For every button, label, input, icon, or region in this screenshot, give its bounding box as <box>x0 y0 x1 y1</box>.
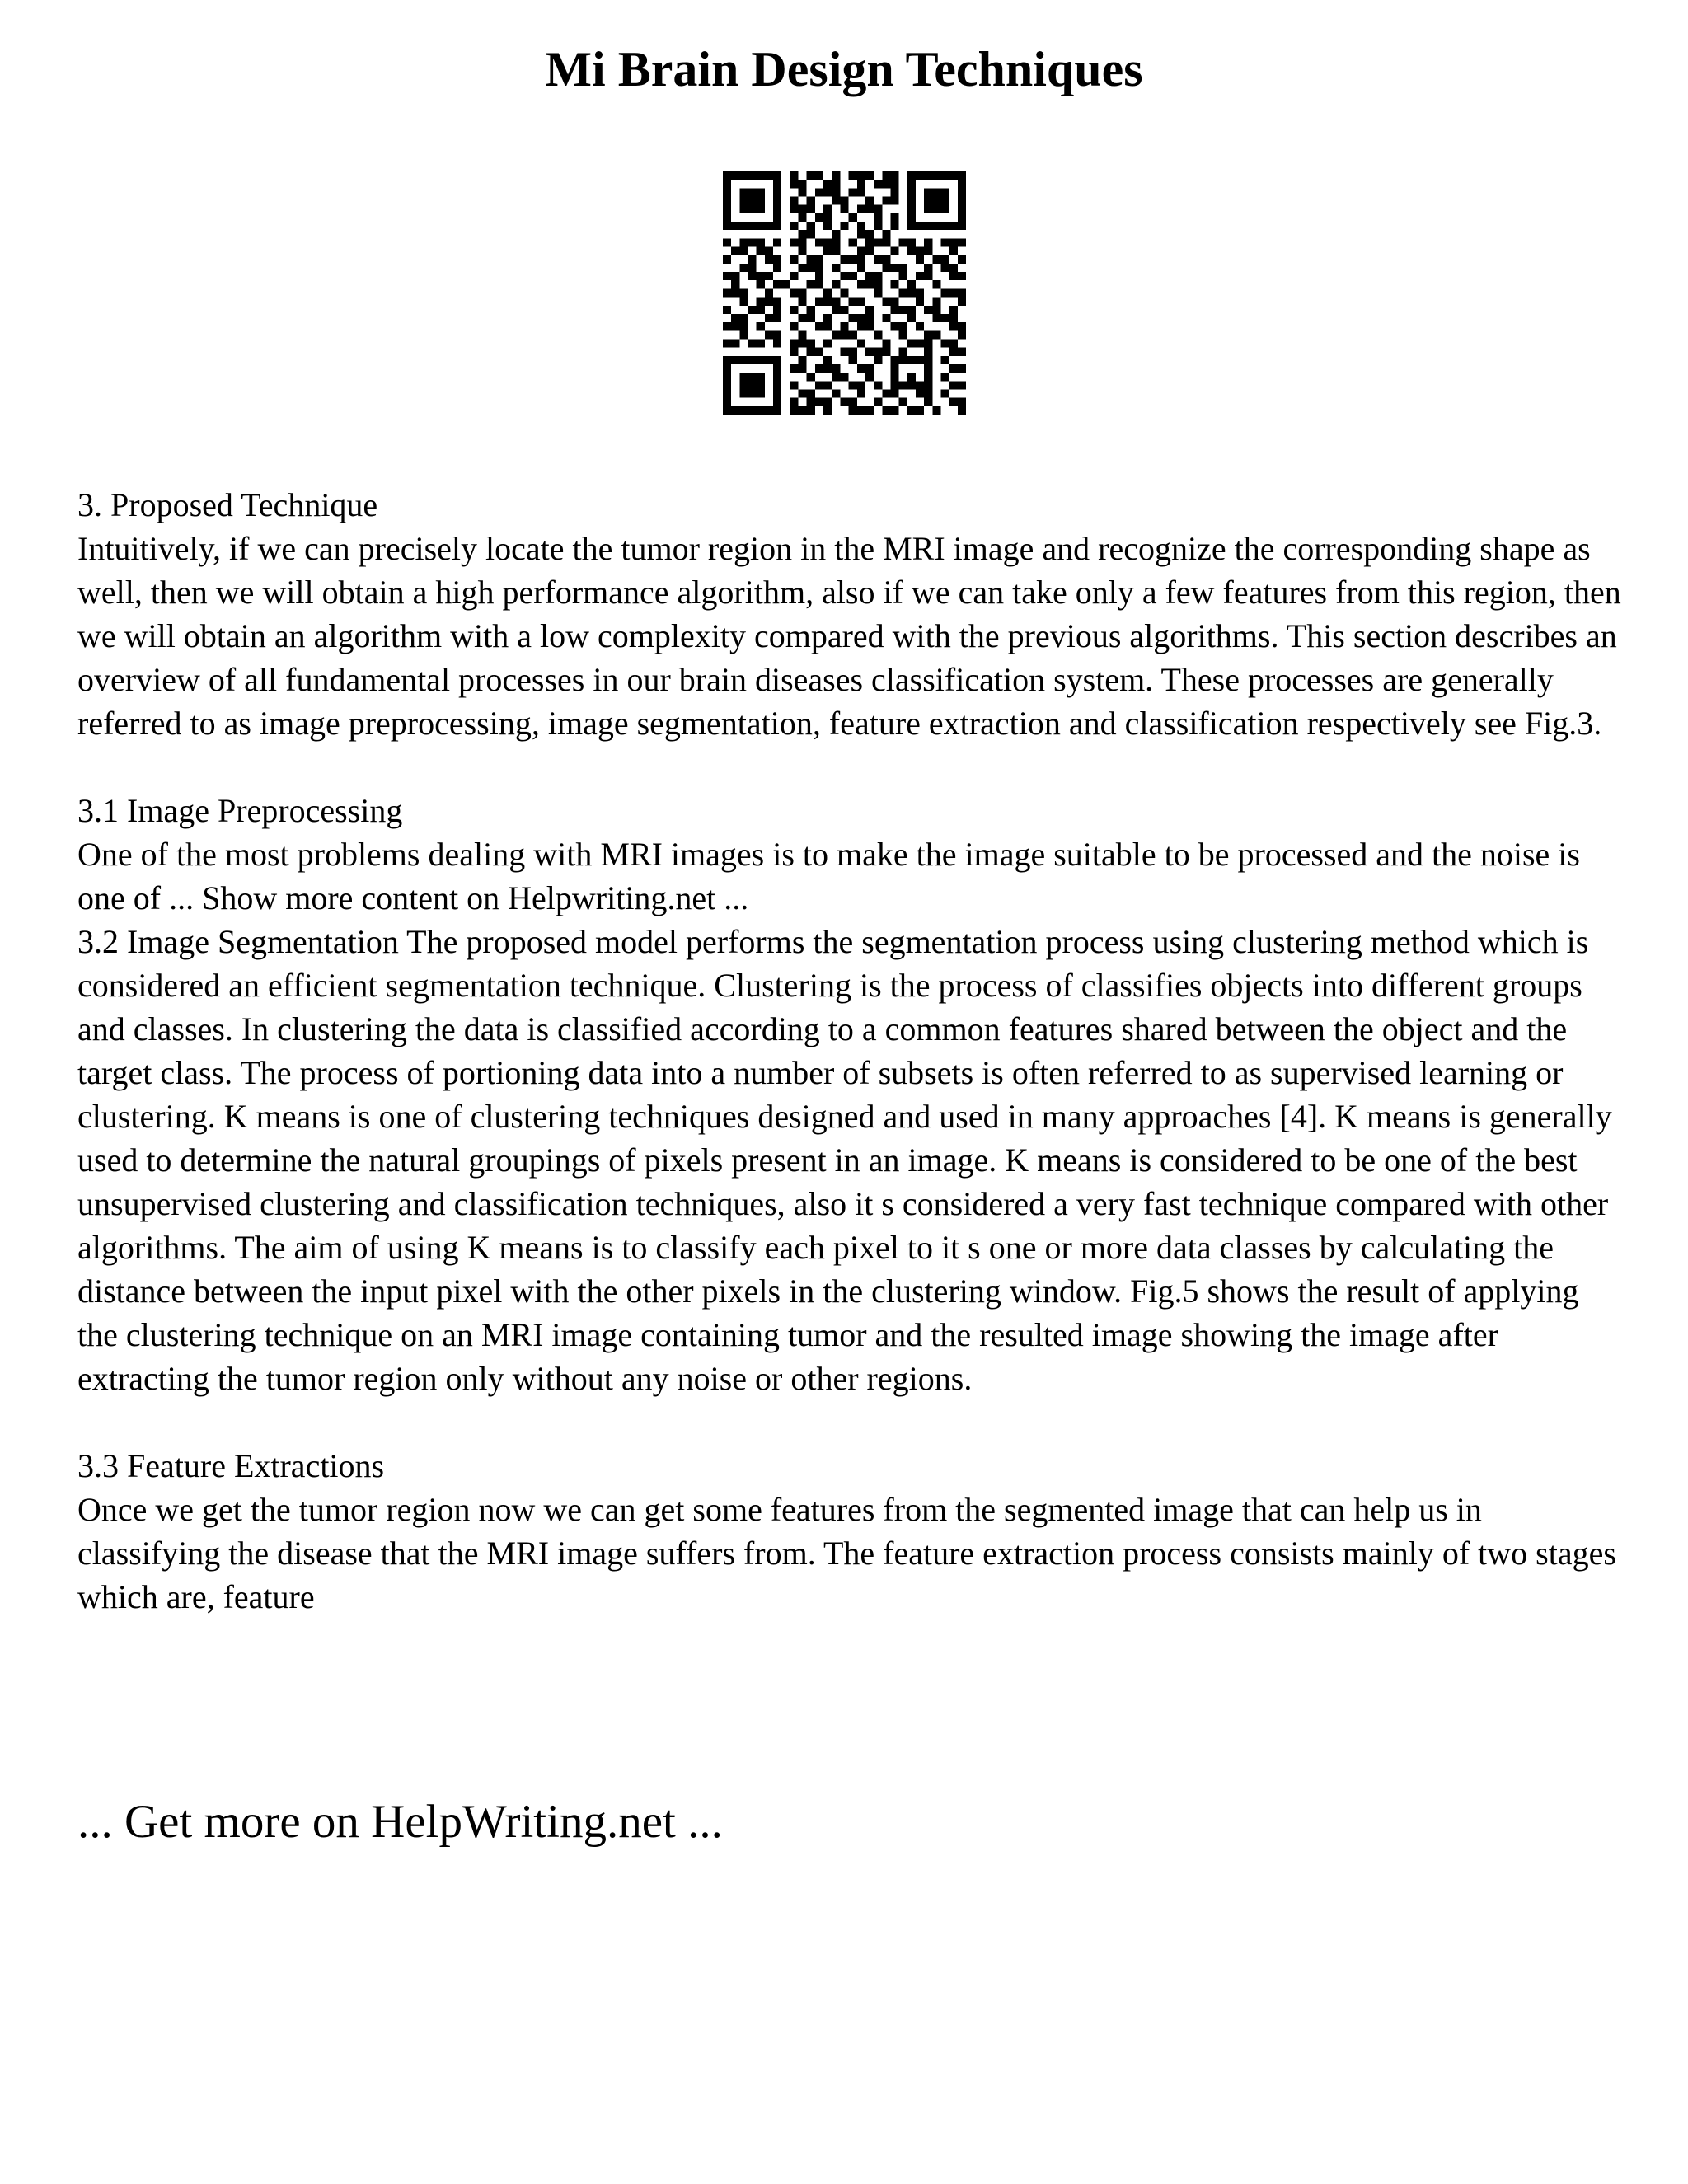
section-heading: 3. Proposed Technique <box>77 486 378 523</box>
qr-code-icon <box>723 171 966 415</box>
paragraph-gap <box>77 745 1627 789</box>
page-title: Mi Brain Design Techniques <box>545 42 1143 96</box>
section-paragraph: Once we get the tumor region now we can get some features from the segmented image that can help us in classifying the disease that the MRI image suffers from. The feature extraction process consists mainly of two stages which are, feature <box>77 1491 1616 1615</box>
section-paragraph: Intuitively, if we can precisely locate the tumor region in the MRI image and recognize the corresponding shape as well, then we will obtain a high performance algorithm, also if we can take only a few features from this region, then we will obtain an algorithm with a low complexity compared with the previous algorithms. This section describes an overview of all fundamental processes in our brain diseases classification system. These processes are generally referred to as image preprocessing, image segmentation, feature extraction and classification respectively see Fig.3. <box>77 530 1621 742</box>
paragraph-gap <box>77 1400 1627 1444</box>
section-image-segmentation <box>77 920 1627 1400</box>
get-more-link[interactable]: ... Get more on HelpWriting.net ... <box>77 1796 723 1848</box>
section-heading: 3.1 Image Preprocessing <box>77 792 403 829</box>
section-proposed-technique <box>77 483 1627 745</box>
section-paragraph: 3.2 Image Segmentation The proposed model performs the segmentation process using clustering method which is considered an efficient segmentation technique. Clustering is the process of classifies objects into different groups and classes. In clustering the data is classified according to a common features shared between the object and the target class. The process of portioning data into a number of subsets is often referred to as supervised learning or clustering. K means is one of clustering techniques designed and used in many approaches [4]. K means is generally used to determine the natural groupings of pixels present in an image. K means is considered to be one of the best unsupervised clustering and classification techniques, also it s considered a very fast technique compared with other algorithms. The aim of using K means is to classify each pixel to it s one or more data classes by calculating the distance between the input pixel with the other pixels in the clustering window. Fig.5 shows the result of applying the clustering technique on an MRI image containing tumor and the resulted image showing the image after extracting the tumor region only without any noise or other regions. <box>77 923 1612 1397</box>
section-image-preprocessing <box>77 789 1627 920</box>
section-paragraph: One of the most problems dealing with MRI images is to make the image suitable to be processed and the noise is one of ... Show more content on Helpwriting.net ... <box>77 836 1580 916</box>
section-feature-extractions <box>77 1444 1627 1619</box>
article-body <box>77 483 1627 1619</box>
section-heading: 3.3 Feature Extractions <box>77 1447 385 1484</box>
